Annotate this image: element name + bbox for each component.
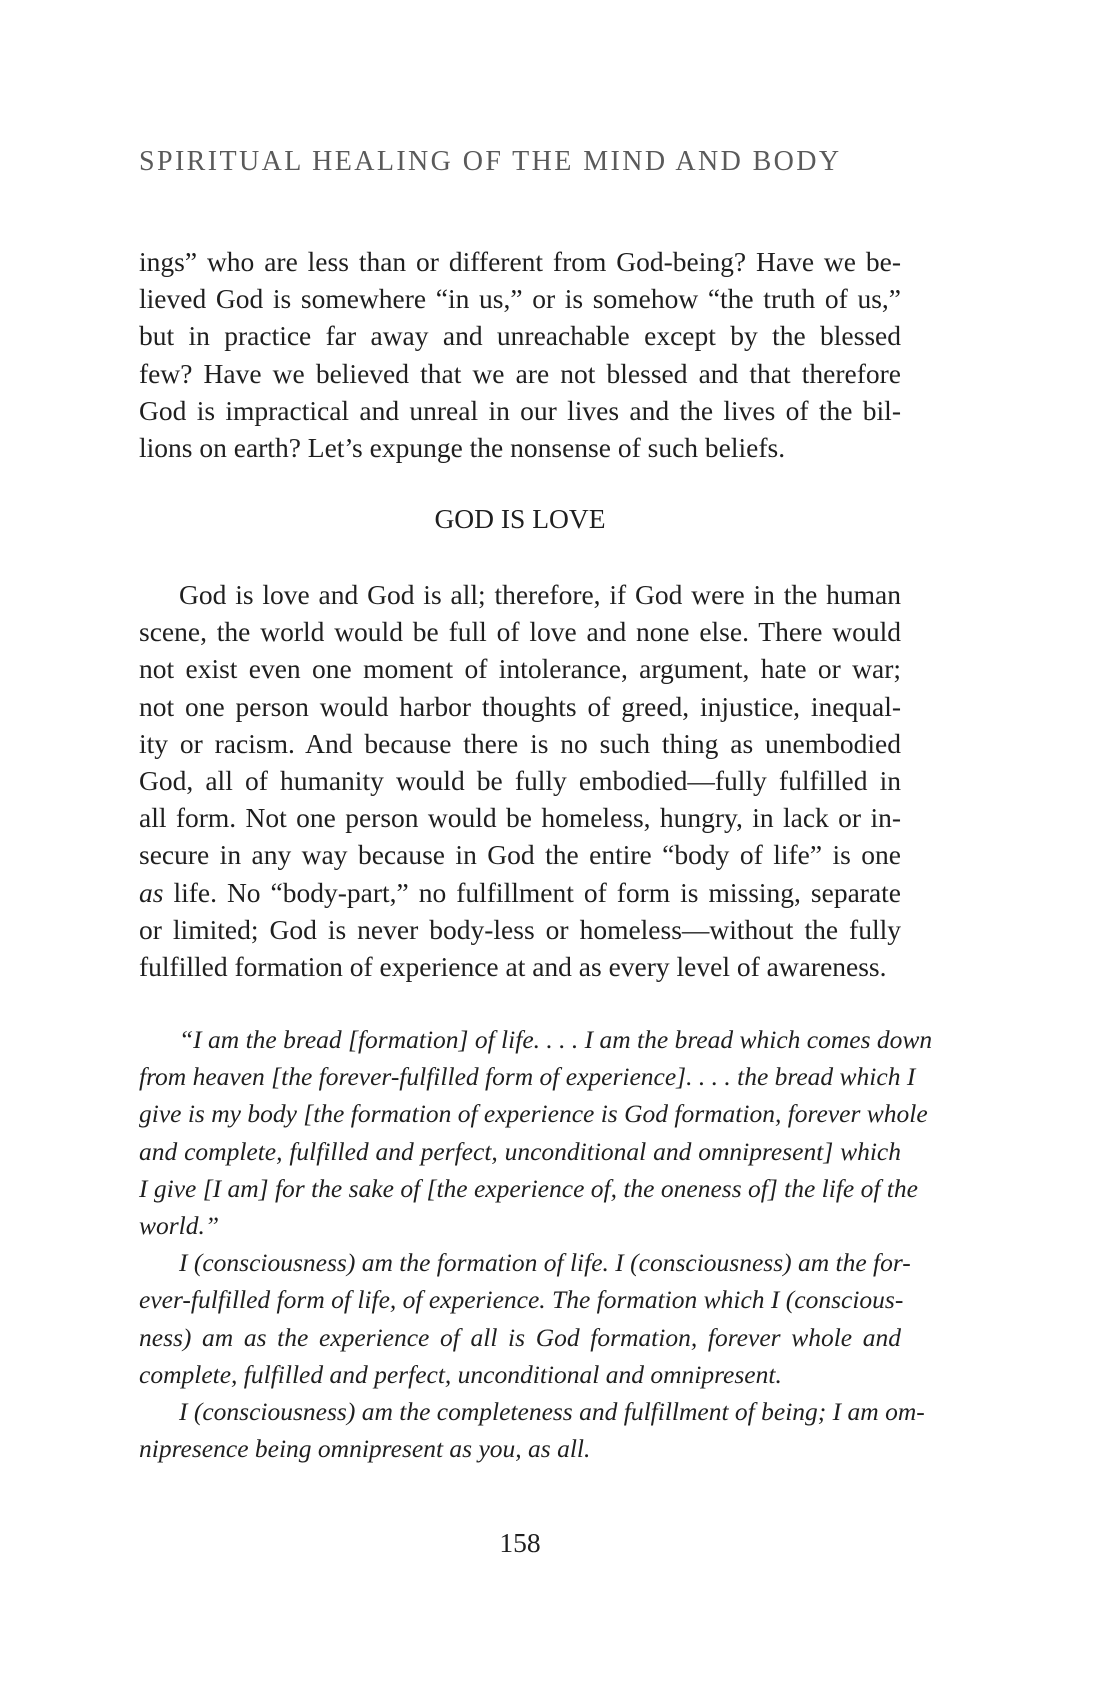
quote-line: world.” xyxy=(139,1210,220,1240)
reflection-line: ever-fulfilled form of life, of experience. The formation which I (conscious- xyxy=(139,1285,904,1315)
quote-line: give is my body [the formation of experience is God formation, forever whole xyxy=(139,1099,928,1129)
quote-line: and complete, fulfilled and perfect, unconditional and omnipresent] which xyxy=(139,1136,901,1166)
text-line: not one person would harbor thoughts of greed, injustice, inequal- xyxy=(139,690,901,722)
text-line: secure in any way because in God the entire “body of life” is one xyxy=(139,839,901,871)
paragraph-continued xyxy=(139,243,901,466)
text-line: ings” who are less than or different from God-being? Have we be- xyxy=(139,246,901,277)
emphasis: as xyxy=(139,876,164,908)
reflection-line: ness) am as the experience of all is God formation, forever whole and xyxy=(139,1322,901,1352)
quote-line: from heaven [the forever-fulfilled form of experience]. . . . the bread which I xyxy=(139,1062,916,1092)
page-number: 158 xyxy=(499,1527,541,1558)
text-line: God, all of humanity would be fully embodied—fully fulfilled in xyxy=(139,764,901,796)
running-head: SPIRITUAL HEALING OF THE MIND AND BODY xyxy=(139,146,842,177)
text-line: few? Have we believed that we are not blessed and that therefore xyxy=(139,357,901,389)
text-line: but in practice far away and unreachable except by the blessed xyxy=(139,320,901,352)
text-line: God is love and God is all; therefore, if God were in the human xyxy=(179,579,901,610)
reflection-line: I (consciousness) am the formation of life. I (consciousness) am the for- xyxy=(179,1248,911,1278)
text-run: life. No “body-part,” no fulfillment of form is missing, separate xyxy=(163,876,901,908)
reflection-line: complete, fulfilled and perfect, unconditional and omnipresent. xyxy=(139,1359,782,1389)
scripture-quote xyxy=(139,1021,933,1467)
paragraph-god-is-love xyxy=(139,576,901,985)
reflection-line: I (consciousness) am the completeness and fulfillment of being; I am om- xyxy=(179,1396,925,1426)
text-line: lieved God is somewhere “in us,” or is somehow “the truth of us,” xyxy=(139,283,901,315)
quote-line: “I am the bread [formation] of life. . . . I am the bread which comes down xyxy=(179,1025,933,1054)
text-line: lions on earth? Let’s expunge the nonsense of such beliefs. xyxy=(139,431,786,463)
section-heading: GOD IS LOVE xyxy=(434,503,606,534)
quote-line: I give [I am] for the sake of [the experience of, the oneness of] the life of the xyxy=(139,1173,918,1203)
reflection-line: nipresence being omnipresent as you, as all. xyxy=(139,1434,591,1464)
text-line: fulfilled formation of experience at and as every level of awareness. xyxy=(139,950,887,982)
text-line xyxy=(139,874,901,911)
text-line: ity or racism. And because there is no such thing as unembodied xyxy=(139,727,901,759)
text-line: not exist even one moment of intolerance, argument, hate or war; xyxy=(139,653,901,685)
text-line: all form. Not one person would be homeless, hungry, in lack or in- xyxy=(139,802,901,834)
text-line: God is impractical and unreal in our lives and the lives of the bil- xyxy=(139,394,901,426)
text-line: or limited; God is never body-less or homeless—without the fully xyxy=(139,913,901,945)
text-line: scene, the world would be full of love and none else. There would xyxy=(139,616,901,648)
